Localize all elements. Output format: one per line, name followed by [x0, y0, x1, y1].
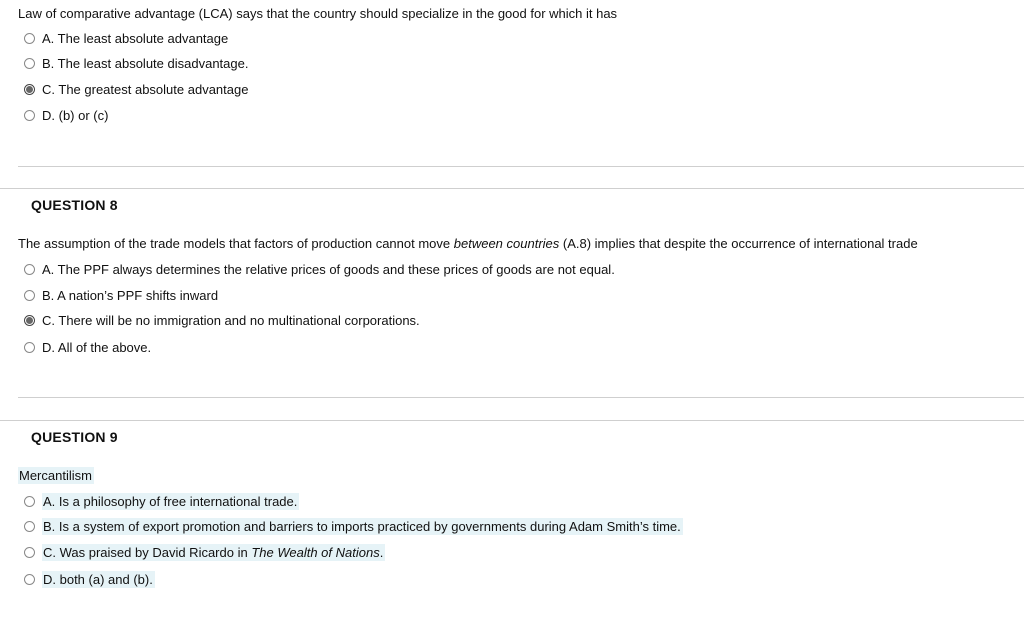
radio-button[interactable] — [24, 58, 35, 69]
option-text: . — [379, 544, 384, 560]
q7-option-a[interactable] — [24, 28, 228, 48]
radio-button[interactable] — [24, 264, 35, 275]
radio-button[interactable] — [24, 574, 35, 585]
question-9-title: QUESTION 9 — [31, 429, 118, 445]
question-8-title: QUESTION 8 — [31, 197, 118, 213]
radio-button-selected[interactable] — [24, 84, 35, 95]
q9-option-a[interactable] — [24, 491, 299, 511]
option-emphasis: The Wealth of Nations — [251, 544, 380, 560]
option-label: C. The greatest absolute advantage — [42, 81, 249, 97]
question-separator — [18, 166, 1024, 167]
prompt-text: (A.8) implies that despite the occurrence of international trade — [559, 236, 918, 251]
question-separator — [0, 420, 1024, 421]
radio-button[interactable] — [24, 342, 35, 353]
q9-option-d[interactable] — [24, 569, 155, 589]
radio-button[interactable] — [24, 110, 35, 121]
question-separator — [18, 397, 1024, 398]
q7-option-d[interactable] — [24, 105, 108, 125]
option-label: D. both (a) and (b). — [43, 571, 153, 587]
option-label — [42, 544, 385, 561]
q8-option-d[interactable] — [24, 337, 151, 357]
radio-button[interactable] — [24, 290, 35, 301]
question-7-prompt: Law of comparative advantage (LCA) says that the country should specialize in the good for which it has — [18, 6, 618, 21]
radio-button[interactable] — [24, 547, 35, 558]
option-label: A. The PPF always determines the relative prices of goods and these prices of goods are not equal. — [42, 261, 615, 277]
option-label: D. All of the above. — [42, 339, 152, 355]
question-separator — [0, 188, 1024, 189]
prompt-emphasis: between countries — [453, 236, 560, 251]
radio-button[interactable] — [24, 496, 35, 507]
prompt-text: The assumption of the trade models that factors of production cannot move — [18, 236, 454, 251]
option-text: C. Was praised by David Ricardo in — [43, 544, 252, 560]
q8-option-b[interactable] — [24, 285, 218, 305]
prompt-text: Mercantilism — [19, 468, 92, 483]
q7-option-c[interactable] — [24, 79, 248, 99]
option-label: B. A nation’s PPF shifts inward — [42, 287, 219, 303]
radio-button[interactable] — [24, 33, 35, 44]
q8-option-a[interactable] — [24, 259, 615, 279]
q9-option-c[interactable] — [24, 542, 385, 562]
option-label: B. The least absolute disadvantage. — [42, 55, 249, 71]
q7-option-b[interactable] — [24, 53, 248, 73]
option-label: B. Is a system of export promotion and barriers to imports practiced by governments during Adam Smith’s time. — [43, 518, 681, 534]
question-8-prompt — [18, 236, 918, 251]
option-label: D. (b) or (c) — [42, 107, 109, 123]
option-label: A. The least absolute advantage — [42, 30, 229, 46]
radio-button[interactable] — [24, 521, 35, 532]
radio-button-selected[interactable] — [24, 315, 35, 326]
q9-option-b[interactable] — [24, 516, 683, 536]
q8-option-c[interactable] — [24, 310, 420, 330]
question-9-prompt — [18, 468, 94, 483]
option-label: A. Is a philosophy of free international trade. — [43, 493, 298, 509]
option-label: C. There will be no immigration and no multinational corporations. — [42, 312, 420, 328]
